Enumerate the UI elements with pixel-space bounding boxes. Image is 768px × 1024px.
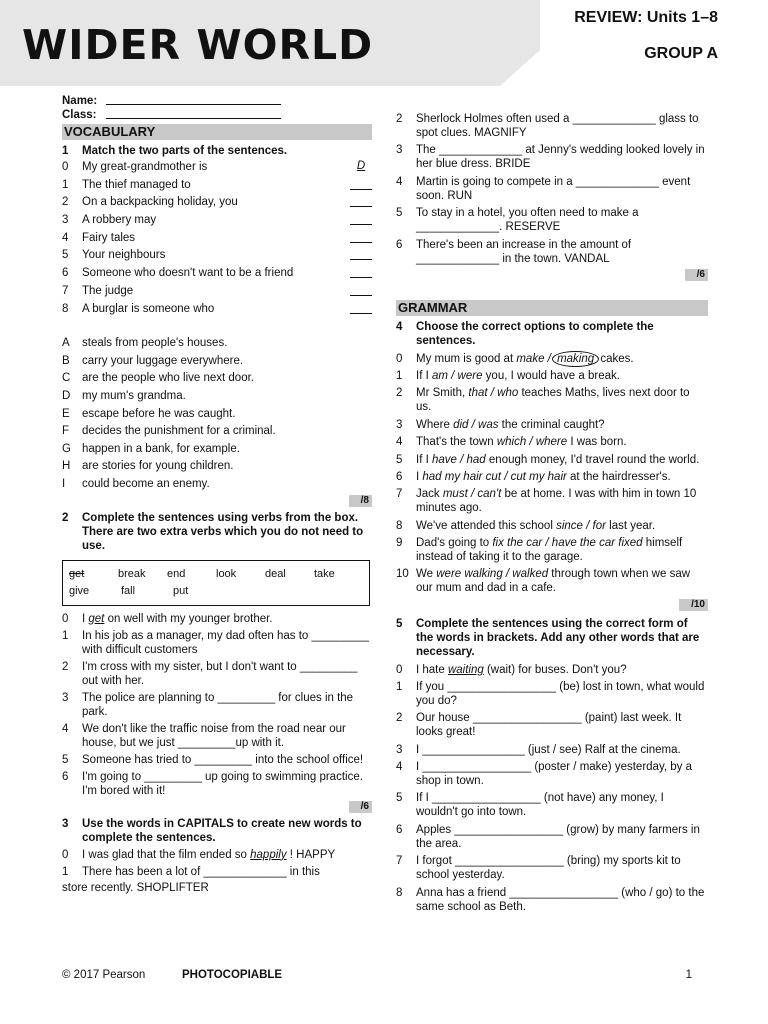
item-number: 7 [396,855,403,868]
item-text: Our house _________________ (paint) last week. It looks great! [416,712,682,739]
q1-item [62,266,372,280]
q4-item-0: 0 My mum is good at make / making cakes. [396,352,634,365]
item-number: 6 [396,470,403,483]
q3-item [396,143,708,171]
item-number: 6 [62,267,69,280]
item-number: 7 [396,488,403,501]
q1-item [62,231,372,245]
verb-row [69,583,363,600]
q5-item [396,711,708,739]
question-3-items [396,112,708,266]
q2-item [62,722,372,750]
option-choice[interactable]: since / for [556,519,606,532]
option-letter: I [62,477,66,490]
item-number: 3 [62,214,69,227]
q2-item-0: 0 I get on well with my younger brother. [62,612,273,625]
verb-option: take [314,567,335,580]
answer-blank[interactable] [350,248,372,260]
option-letter: H [62,460,71,473]
verb-option: get [69,567,85,580]
item-text: My great-grandmother is [82,161,208,173]
q4-item [396,536,708,564]
option-letter: A [62,337,70,350]
q1-item [62,195,372,209]
item-number: 1 [62,178,69,191]
option-text: happen in a bank, for example. [82,442,240,455]
q1-option [62,371,372,385]
name-field[interactable] [106,94,281,105]
q2-item [62,770,372,798]
right-column [396,112,708,917]
group-label: GROUP A [644,45,718,62]
option-letter: F [62,425,70,438]
answer-blank[interactable] [350,231,372,243]
item-text: Anna has a friend _________________ (who / go) to the same school as Beth. [416,886,705,913]
option-letter: B [62,354,70,367]
item-number: 2 [396,712,403,725]
option-choice[interactable]: were walking / walked [436,568,549,581]
q1-option [62,424,372,438]
item-number: 5 [62,249,69,262]
answer-blank[interactable] [350,195,372,207]
option-text: decides the punishment for a criminal. [82,425,276,438]
item-text: Jack must / can't be at home. I was with him in town 10 minutes ago. [416,488,697,515]
item-number: 1 [396,680,403,693]
q1-option [62,336,372,350]
copyright: © 2017 Pearson [62,969,146,981]
q3-score: /6 [396,269,708,281]
q1-option [62,407,372,421]
option-choice[interactable]: have / had [431,453,486,466]
q4-item [396,567,708,595]
q4-item [396,487,708,515]
q1-score: /8 [62,495,372,507]
q4-item [396,519,708,533]
q3-item-1: 1 There has been a lot of _____________ in this [62,865,320,878]
question-1-items [62,160,372,316]
item-text: On a backpacking holiday, you [82,196,238,209]
question-4-heading: 4 Choose the correct options to complete the sentences. [396,320,654,347]
question-5-heading: 5 Complete the sentences using the correct form of the words in brackets. Add any other words that are necessary. [396,617,700,658]
item-number: 5 [62,753,69,766]
item-number: 2 [396,113,403,125]
item-text: Someone has tried to _________ into the school office! [82,753,364,766]
item-text: If I _________________ (not have) any money, I wouldn't go into town. [416,792,664,819]
item-text: In his job as a manager, my dad often has to _________ with difficult customers [82,629,370,656]
answer-blank[interactable] [350,178,372,190]
q1-item [62,302,372,316]
photocopiable-label: PHOTOCOPIABLE [182,969,283,981]
q4-score: /10 [396,599,708,611]
verb-box [62,560,370,606]
item-number: 1 [62,629,69,642]
q1-item [62,160,372,174]
q5-item [396,760,708,788]
q5-item [396,854,708,882]
name-row [62,94,372,108]
item-number: 8 [396,519,403,532]
option-choice[interactable]: am / were [431,369,483,382]
q3-item-0: 0 I was glad that the film ended so happily ! HAPPY [62,848,336,861]
q4-item [396,435,708,449]
class-label: Class: [62,109,97,121]
q4-item [396,470,708,484]
item-text: I'm cross with my sister, but I don't want to _________ out with her. [82,660,358,687]
q5-item [396,743,708,757]
option-letter: G [62,442,71,455]
q3-item [396,206,708,234]
item-number: 5 [396,453,403,466]
footer [62,968,692,982]
option-text: could become an enemy. [82,477,210,490]
q2-score: /6 [62,801,372,813]
q1-option [62,477,372,491]
q3-item [396,112,708,140]
item-number: 2 [396,387,403,400]
item-text: We've attended this school since / for last year. [416,519,656,532]
q4-item [396,369,708,383]
item-number: 3 [396,418,403,431]
q5-item [396,791,708,819]
q1-item [62,213,372,227]
answer-blank[interactable]: D [356,160,366,172]
item-text: Someone who doesn't want to be a friend [82,267,294,280]
review-title: REVIEW: Units 1–8 [574,9,718,26]
item-number: 4 [396,436,403,449]
item-text: That's the town which / where I was born. [416,436,627,449]
item-text: Fairy tales [82,231,136,244]
item-text: The judge [82,284,134,297]
q2-item [62,660,372,688]
q2-item [62,753,372,767]
answer-blank[interactable] [350,266,372,278]
item-text: I ________________ (just / see) Ralf at the cinema. [416,743,681,756]
item-number: 4 [62,722,69,735]
option-choice[interactable]: that / who [468,387,519,400]
item-number: 0 [62,161,69,173]
item-text: Martin is going to compete in a _____________ event soon. RUN [416,175,691,202]
option-choice[interactable]: did / was [453,418,499,431]
option-text: escape before he was caught. [82,407,236,420]
verb-option: give [69,584,90,597]
option-letter: E [62,407,70,420]
left-column [62,94,372,895]
verb-option: break [118,567,146,580]
name-label: Name: [62,95,98,107]
verb-row [69,566,363,583]
verb-option: put [173,584,189,597]
q3-item-1-cont: store recently. SHOPLIFTER [62,881,209,894]
item-text: I'm going to _________ up going to swimming practice. I'm bored with it! [82,770,363,797]
option-text: are stories for young children. [82,460,234,473]
q3-item [396,238,708,266]
item-number: 5 [396,207,403,220]
answer-blank[interactable] [350,302,372,314]
item-number: 7 [62,284,69,297]
circled-answer: making [552,351,599,367]
answer-blank[interactable] [350,284,372,296]
question-1-heading: 1 Match the two parts of the sentences. [62,145,288,157]
item-text: The police are planning to _________ for clues in the park. [82,691,354,718]
item-text: There's been an increase in the amount of _____________ in the town. VANDAL [416,238,632,265]
item-number: 3 [62,691,69,704]
item-number: 2 [62,660,69,673]
question-2-heading: 2 Complete the sentences using verbs from the box. There are two extra verbs which you do not need to use. [62,511,364,552]
item-text: Where did / was the criminal caught? [416,418,605,431]
q1-item [62,248,372,262]
vocabulary-heading: VOCABULARY [62,124,372,140]
q5-item [396,823,708,851]
option-text: carry your luggage everywhere. [82,354,244,367]
option-text: my mum's grandma. [82,389,186,402]
item-text: The thief managed to [82,178,191,191]
q4-item [396,453,708,467]
option-choice[interactable]: fix the car / have the car fixed [492,537,643,550]
item-text: If you _________________ (be) lost in town, what would you do? [416,680,705,707]
answer-blank[interactable] [350,213,372,225]
q4-item [396,418,708,432]
item-text: We don't like the traffic noise from the road near our house, but we just _________up with it. [82,722,346,749]
item-text: Mr Smith, that / who teaches Maths, lives next door to us. [416,387,690,414]
item-text: A robbery may [82,214,157,227]
item-number: 4 [396,761,403,774]
question-5-items [396,680,708,914]
item-text: We were walking / walked through town when we saw our mum and dad in a cafe. [416,568,691,595]
verb-option: deal [265,567,286,580]
question-2-items [62,629,372,798]
item-number: 6 [396,823,403,836]
q1-option [62,354,372,368]
question-1-options [62,336,372,491]
item-number: 2 [62,196,69,209]
question-4-items [396,369,708,596]
logo: WIDER WORLD [22,21,374,69]
option-text: steals from people's houses. [82,337,228,350]
item-text: Your neighbours [82,249,166,262]
page-number: 1 [685,969,692,981]
verb-option: fall [121,584,136,597]
q4-item [396,386,708,414]
item-number: 10 [396,568,409,581]
item-number: 8 [62,302,69,315]
item-number: 3 [396,144,403,157]
q1-item [62,178,372,192]
q1-option [62,459,372,473]
item-text: Sherlock Holmes often used a _____________ glass to spot clues. MAGNIFY [416,113,699,139]
verb-option: look [216,567,237,580]
item-number: 1 [396,369,403,382]
item-text: I had my hair cut / cut my hair at the hairdresser's. [416,470,671,483]
option-choice[interactable]: which / where [496,436,568,449]
option-text: are the people who live next door. [82,372,254,385]
class-field[interactable] [106,108,281,119]
verb-option: end [167,567,186,580]
question-3-heading: 3 Use the words in CAPITALS to create new words to complete the sentences. [62,817,362,844]
option-letter: D [62,389,71,402]
item-number: 5 [396,792,403,805]
item-number: 9 [396,537,403,550]
item-text: If I am / were you, I would have a break. [416,369,620,382]
class-row [62,108,372,122]
q1-item [62,284,372,298]
item-text: Apples _________________ (grow) by many farmers in the area. [416,823,700,850]
q5-item [396,886,708,914]
item-number: 4 [396,175,403,188]
item-text: I forgot _________________ (bring) my sports kit to school yesterday. [416,855,681,882]
q1-option [62,389,372,403]
item-number: 6 [62,770,69,783]
q3-item [396,175,708,203]
item-number: 6 [396,238,403,251]
item-number: 3 [396,743,403,756]
item-number: 4 [62,231,69,244]
item-text: To stay in a hotel, you often need to make a _____________. RESERVE [416,207,639,234]
item-text: Dad's going to fix the car / have the car fixed himself instead of taking it to the garage. [416,537,683,564]
grammar-heading: GRAMMAR [396,300,708,316]
option-choice[interactable]: had my hair cut / cut my hair [422,470,567,483]
q5-item [396,680,708,708]
q1-option [62,442,372,456]
option-letter: C [62,372,71,385]
q5-item-0: 0 I hate waiting (wait) for buses. Don't you? [396,663,627,676]
item-number: 8 [396,886,403,899]
item-text: A burglar is someone who [82,302,215,315]
q2-item [62,691,372,719]
q2-item [62,629,372,657]
option-choice[interactable]: must / can't [442,488,502,501]
item-text: If I have / had enough money, I'd travel round the world. [416,453,700,466]
item-text: The _____________ at Jenny's wedding looked lovely in her blue dress. BRIDE [416,144,705,171]
item-text: I _________________ (poster / make) yesterday, by a shop in town. [416,761,692,788]
